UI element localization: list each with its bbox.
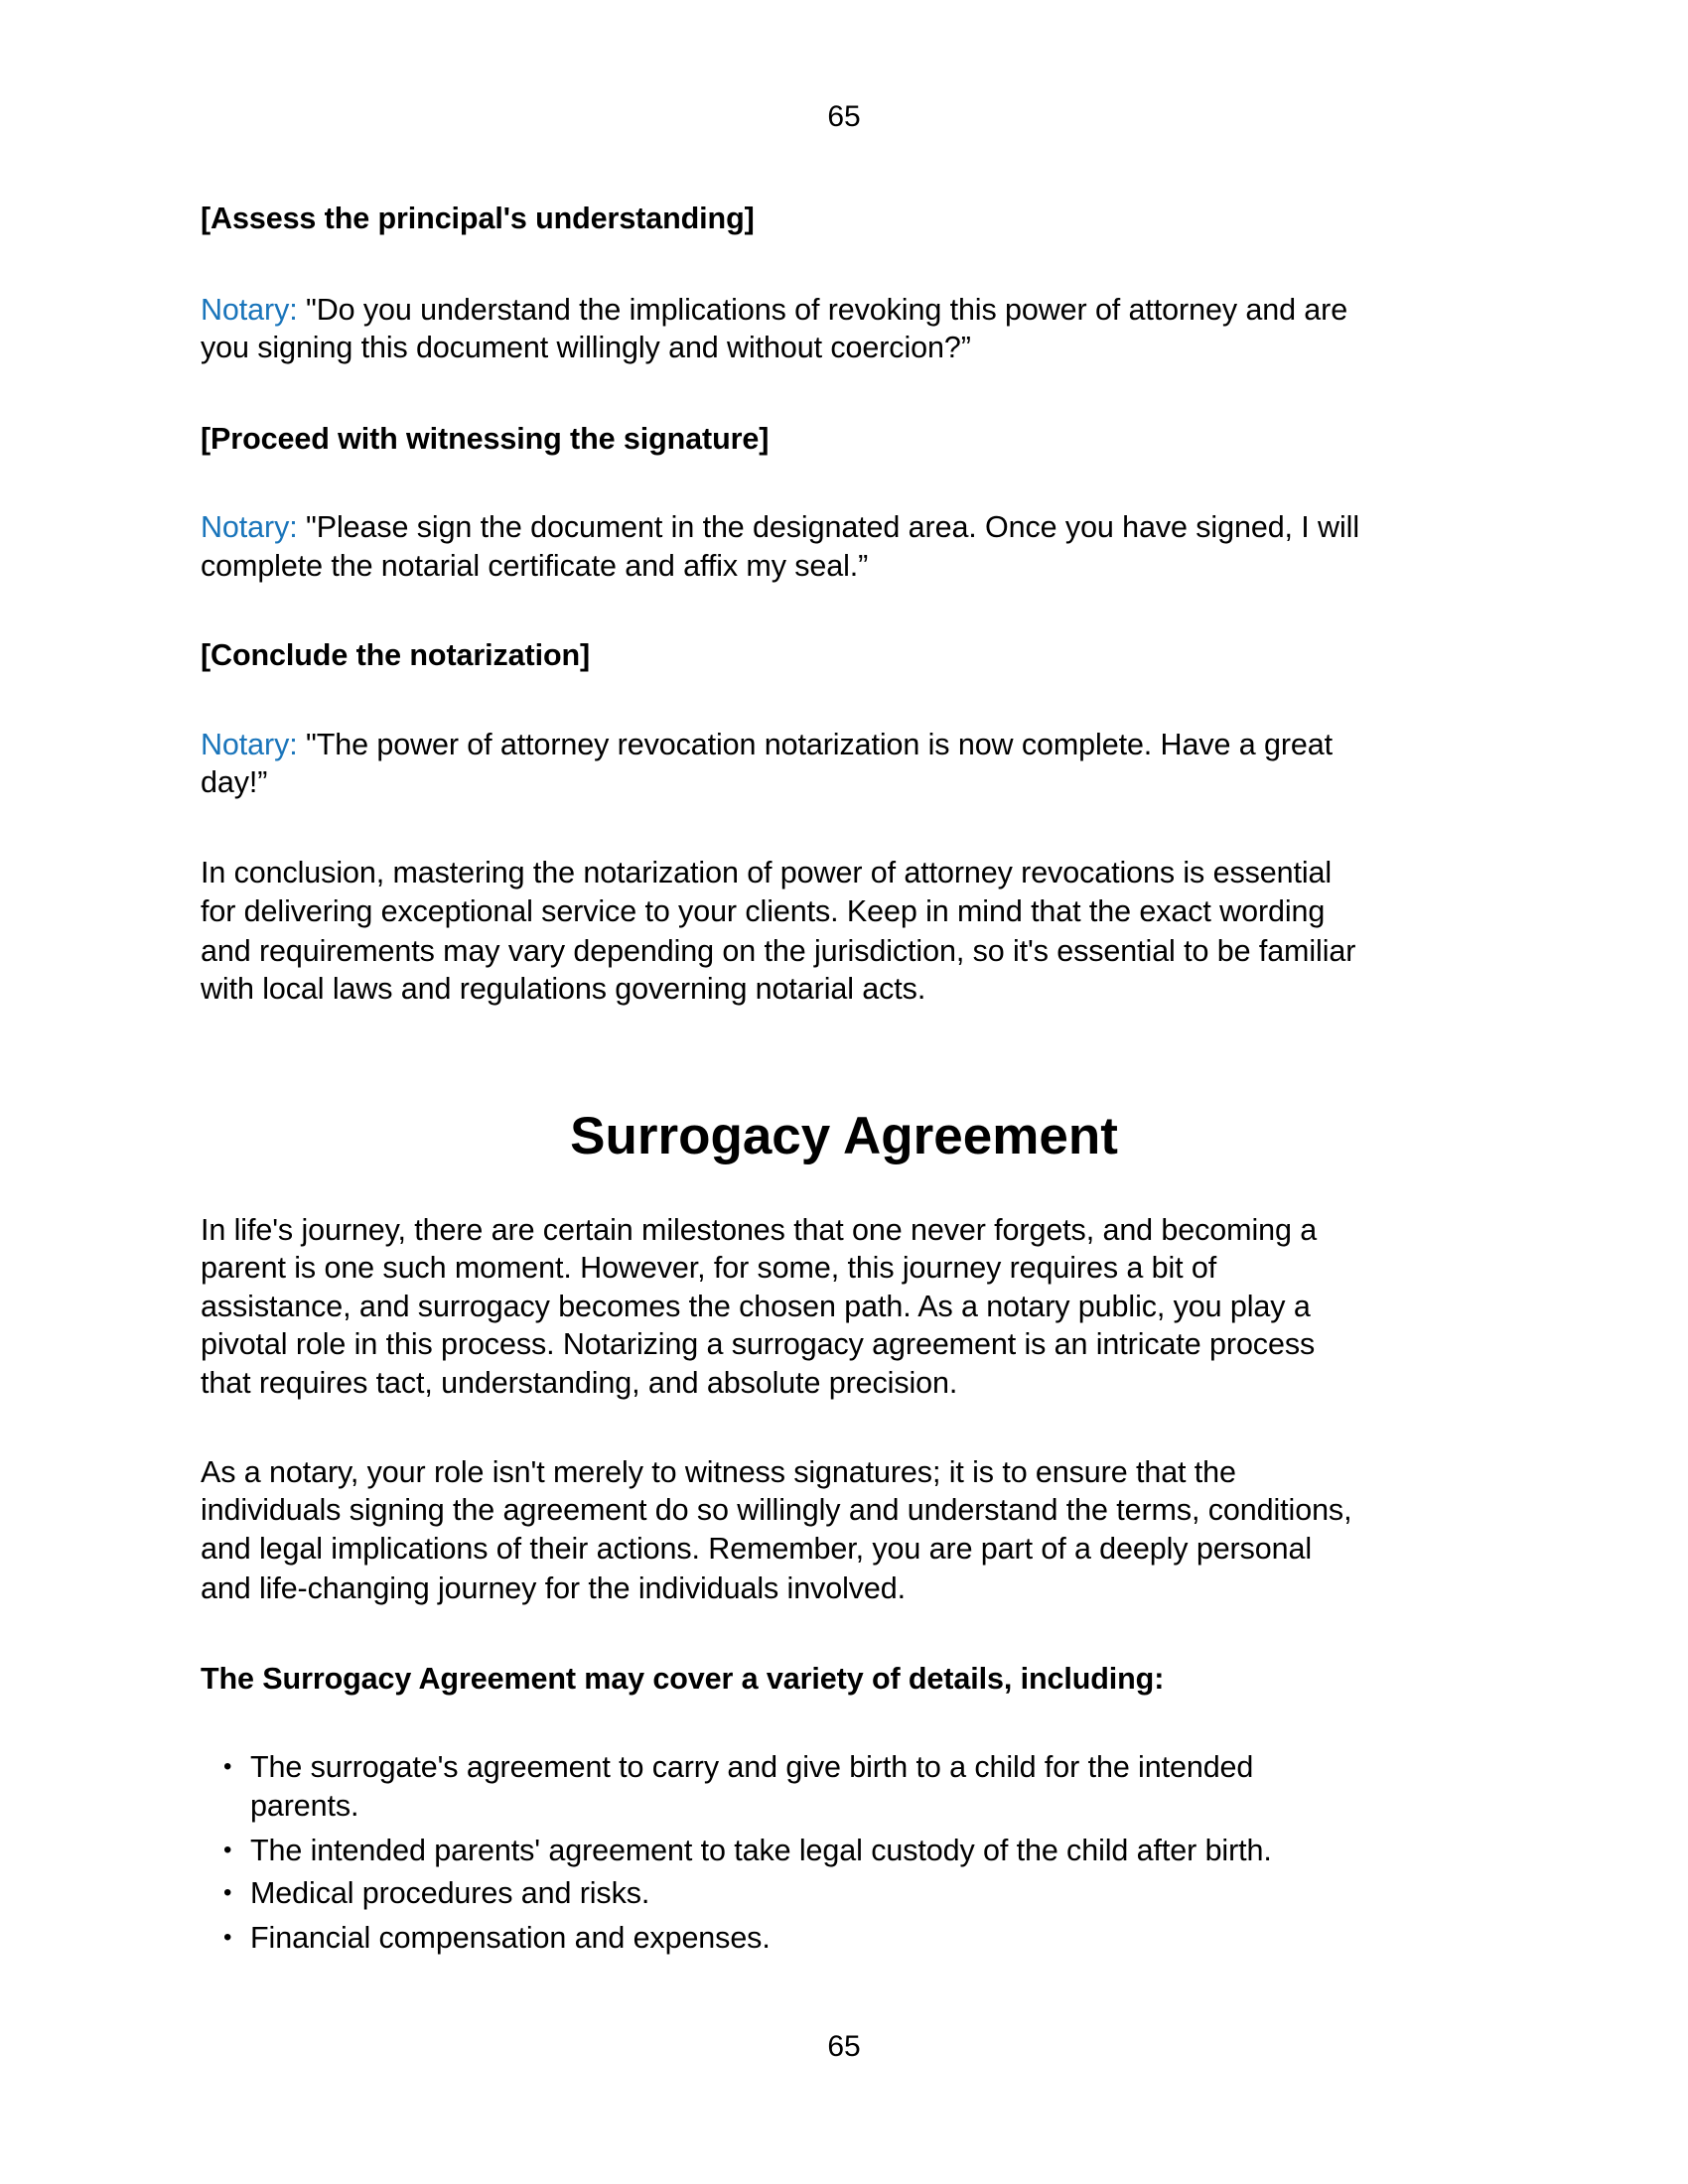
conclusion-line: with local laws and regulations governing notarial acts. [201, 972, 926, 1006]
paragraph-line: individuals signing the agreement do so willingly and understand the terms, conditions, [201, 1493, 1352, 1527]
page-number-bottom: 65 [827, 2030, 861, 2063]
paragraph-line: and life-changing journey for the individuals involved. [201, 1571, 906, 1605]
list-item: Medical procedures and risks. [250, 1876, 650, 1910]
section-title: Surrogacy Agreement [570, 1107, 1118, 1165]
dialogue-text: "Do you understand the implications of revoking this power of attorney and are [305, 293, 1348, 327]
bullet-icon: • [223, 1924, 232, 1951]
paragraph-line: and legal implications of their actions. Remember, you are part of a deeply personal [201, 1532, 1313, 1566]
dialogue-text: "Please sign the document in the designated area. Once you have signed, I will [305, 510, 1360, 544]
page-number-top: 65 [827, 100, 861, 133]
list-item: Financial compensation and expenses. [250, 1921, 771, 1955]
speaker-label: Notary: [201, 293, 298, 327]
paragraph-line: pivotal role in this process. Notarizing a surrogacy agreement is an intricate process [201, 1327, 1316, 1361]
heading-proceed: [Proceed with witnessing the signature] [201, 422, 770, 456]
dialogue-line [201, 725, 1333, 764]
dialogue-line: day!” [201, 765, 268, 799]
paragraph-line: assistance, and surrogacy becomes the chosen path. As a notary public, you play a [201, 1290, 1311, 1323]
dialogue-line: you signing this document willingly and without coercion?” [201, 331, 971, 364]
speaker-label: Notary: [201, 728, 298, 761]
paragraph-line: In life's journey, there are certain milestones that one never forgets, and becoming a [201, 1213, 1318, 1247]
conclusion-line: for delivering exceptional service to your clients. Keep in mind that the exact wording [201, 894, 1326, 928]
dialogue-line [201, 507, 1359, 547]
heading-assess: [Assess the principal's understanding] [201, 202, 755, 235]
speaker-label: Notary: [201, 510, 298, 544]
dialogue-text: "The power of attorney revocation notarization is now complete. Have a great [305, 728, 1333, 761]
conclusion-line: In conclusion, mastering the notarization of power of attorney revocations is essential [201, 856, 1333, 889]
list-item: The surrogate's agreement to carry and give birth to a child for the intended [250, 1750, 1254, 1784]
list-item-continuation: parents. [250, 1789, 359, 1823]
conclusion-line: and requirements may vary depending on the jurisdiction, so it's essential to be familiar [201, 934, 1356, 968]
list-item: The intended parents' agreement to take legal custody of the child after birth. [250, 1834, 1272, 1867]
heading-conclude: [Conclude the notarization] [201, 638, 591, 672]
dialogue-line: complete the notarial certificate and affix my seal.” [201, 549, 869, 583]
bullet-icon: • [223, 1879, 232, 1906]
bullet-icon: • [223, 1753, 232, 1780]
paragraph-line: that requires tact, understanding, and absolute precision. [201, 1366, 958, 1400]
bullet-icon: • [223, 1837, 232, 1863]
paragraph-line: As a notary, your role isn't merely to witness signatures; it is to ensure that the [201, 1455, 1236, 1489]
dialogue-line [201, 290, 1347, 330]
list-intro: The Surrogacy Agreement may cover a variety of details, including: [201, 1662, 1165, 1696]
paragraph-line: parent is one such moment. However, for some, this journey requires a bit of [201, 1251, 1217, 1285]
